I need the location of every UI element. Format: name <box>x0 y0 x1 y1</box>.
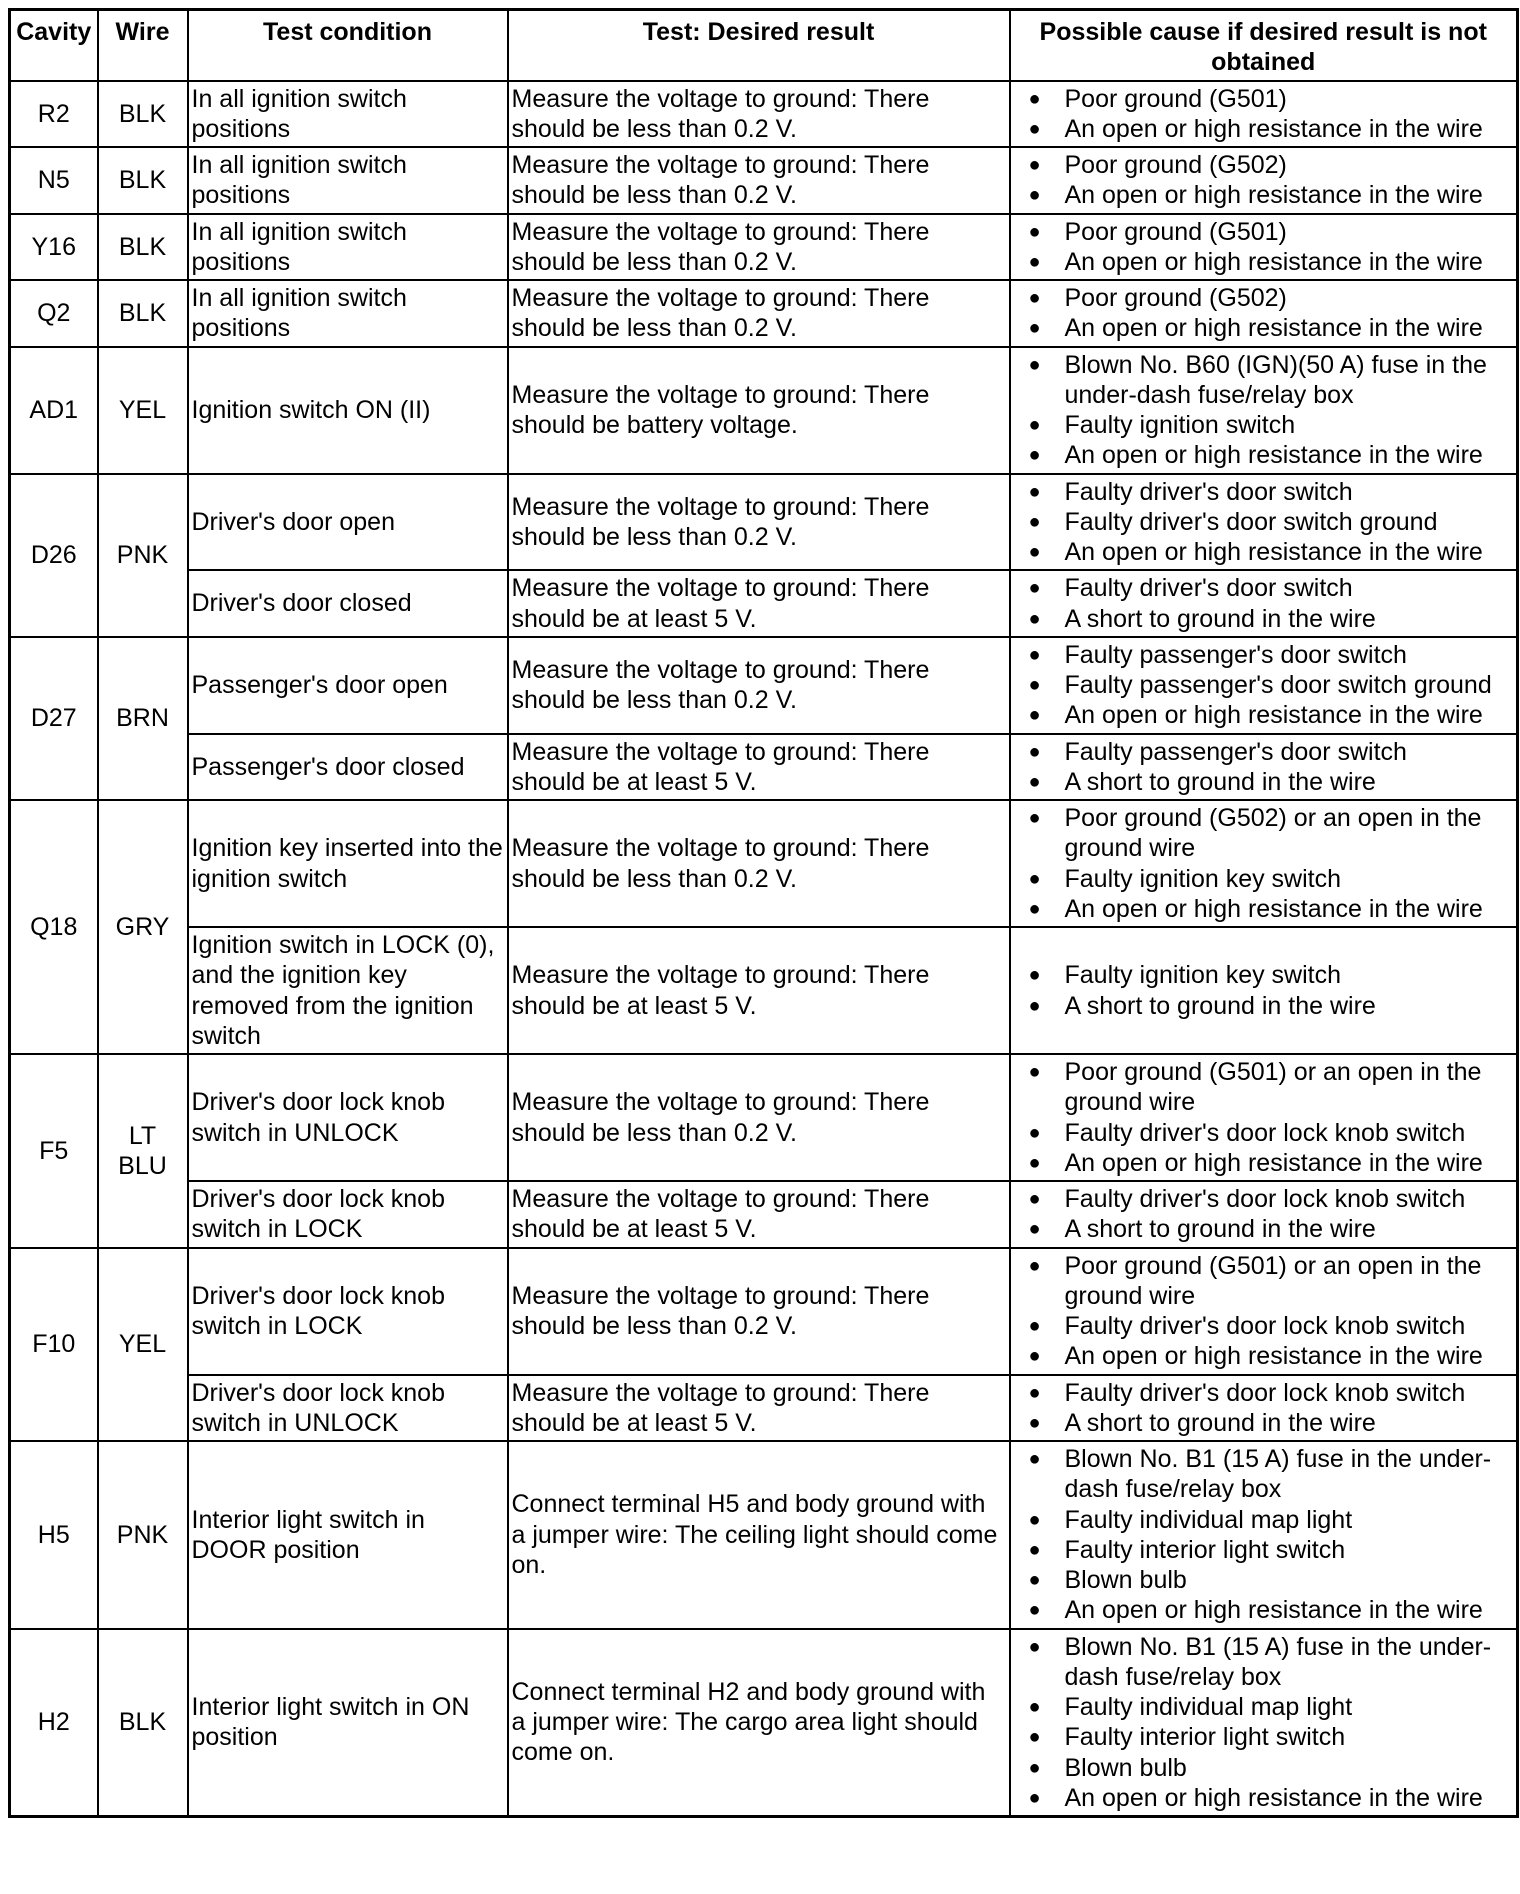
cause-list-item: ● An open or high resistance in the wire <box>1029 1595 1513 1625</box>
cause-list-item: ● An open or high resistance in the wire <box>1029 1341 1513 1371</box>
cavity-cell: F10 <box>10 1248 98 1442</box>
cause-list <box>1029 573 1513 634</box>
terminal-test-table <box>8 8 1519 1818</box>
cause-list <box>1029 737 1513 798</box>
table-body <box>10 81 1518 1817</box>
cause-list-item: ● An open or high resistance in the wire <box>1029 1148 1513 1178</box>
desired-result-cell: Measure the voltage to ground: There should be less than 0.2 V. <box>508 1248 1010 1375</box>
cause-list <box>1029 477 1513 568</box>
cause-list <box>1029 1632 1513 1814</box>
table-row <box>10 81 1518 148</box>
possible-cause-cell <box>1010 734 1518 801</box>
cause-list <box>1029 217 1513 278</box>
cavity-cell: H2 <box>10 1629 98 1817</box>
test-condition-cell: Passenger's door closed <box>188 734 508 801</box>
table-row <box>10 637 1518 734</box>
desired-result-cell: Connect terminal H5 and body ground with a jumper wire: The ceiling light should come on. <box>508 1441 1010 1629</box>
desired-result-cell: Measure the voltage to ground: There should be at least 5 V. <box>508 1181 1010 1248</box>
test-condition-cell: Driver's door open <box>188 474 508 571</box>
cause-list-item: ● Faulty passenger's door switch ground <box>1029 670 1513 700</box>
cause-list-item: ● Faulty driver's door lock knob switch <box>1029 1378 1513 1408</box>
possible-cause-cell <box>1010 81 1518 148</box>
cause-list-item: ● Faulty driver's door switch <box>1029 573 1513 603</box>
cavity-cell: F5 <box>10 1054 98 1248</box>
cause-list-item: ● An open or high resistance in the wire <box>1029 180 1513 210</box>
header-possible-cause: Possible cause if desired result is not obtained <box>1010 10 1518 81</box>
possible-cause-cell <box>1010 147 1518 214</box>
cause-list-item: ● Poor ground (G502) <box>1029 283 1513 313</box>
cause-list-item: ● Faulty interior light switch <box>1029 1535 1513 1565</box>
cause-list <box>1029 84 1513 145</box>
wire-color-cell: LT BLU <box>98 1054 188 1248</box>
desired-result-cell: Measure the voltage to ground: There should be at least 5 V. <box>508 570 1010 637</box>
cause-list-item: ● Blown bulb <box>1029 1753 1513 1783</box>
cause-list-item: ● An open or high resistance in the wire <box>1029 700 1513 730</box>
possible-cause-cell <box>1010 927 1518 1054</box>
wire-color-cell: YEL <box>98 347 188 474</box>
cause-list-item: ● Faulty passenger's door switch <box>1029 737 1513 767</box>
cause-list-item: ● Faulty ignition key switch <box>1029 960 1513 990</box>
cavity-cell: N5 <box>10 147 98 214</box>
possible-cause-cell <box>1010 474 1518 571</box>
cause-list-item: ● Faulty interior light switch <box>1029 1722 1513 1752</box>
cause-list-item: ● Faulty ignition switch <box>1029 410 1513 440</box>
table-row <box>10 570 1518 637</box>
possible-cause-cell <box>1010 800 1518 927</box>
desired-result-cell: Measure the voltage to ground: There should be less than 0.2 V. <box>508 147 1010 214</box>
test-condition-cell: In all ignition switch positions <box>188 147 508 214</box>
cause-list <box>1029 350 1513 471</box>
header-cavity: Cavity <box>10 10 98 81</box>
table-row <box>10 1054 1518 1181</box>
desired-result-cell: Measure the voltage to ground: There should be less than 0.2 V. <box>508 280 1010 347</box>
cause-list-item: ● Faulty passenger's door switch <box>1029 640 1513 670</box>
possible-cause-cell <box>1010 1441 1518 1629</box>
possible-cause-cell <box>1010 1181 1518 1248</box>
cavity-cell: Y16 <box>10 214 98 281</box>
test-condition-cell: Passenger's door open <box>188 637 508 734</box>
possible-cause-cell <box>1010 637 1518 734</box>
table-row <box>10 1629 1518 1817</box>
cause-list-item: ● Blown No. B1 (15 A) fuse in the under-dash fuse/relay box <box>1029 1632 1513 1693</box>
cause-list-item: ● A short to ground in the wire <box>1029 604 1513 634</box>
cavity-cell: Q18 <box>10 800 98 1054</box>
table-row <box>10 1181 1518 1248</box>
cause-list-item: ● An open or high resistance in the wire <box>1029 894 1513 924</box>
desired-result-cell: Measure the voltage to ground: There should be less than 0.2 V. <box>508 81 1010 148</box>
test-condition-cell: Ignition key inserted into the ignition switch <box>188 800 508 927</box>
wire-color-cell: BRN <box>98 637 188 800</box>
desired-result-cell: Measure the voltage to ground: There should be less than 0.2 V. <box>508 637 1010 734</box>
cavity-cell: Q2 <box>10 280 98 347</box>
cause-list-item: ● Blown No. B60 (IGN)(50 A) fuse in the under-dash fuse/relay box <box>1029 350 1513 411</box>
cause-list <box>1029 150 1513 211</box>
cause-list-item: ● Faulty driver's door switch <box>1029 477 1513 507</box>
cause-list-item: ● An open or high resistance in the wire <box>1029 440 1513 470</box>
cause-list-item: ● A short to ground in the wire <box>1029 1408 1513 1438</box>
possible-cause-cell <box>1010 1629 1518 1817</box>
cause-list <box>1029 1251 1513 1372</box>
wire-color-cell: BLK <box>98 214 188 281</box>
cause-list-item: ● Poor ground (G502) or an open in the ground wire <box>1029 803 1513 864</box>
test-condition-cell: Interior light switch in DOOR position <box>188 1441 508 1629</box>
desired-result-cell: Measure the voltage to ground: There should be less than 0.2 V. <box>508 800 1010 927</box>
cause-list-item: ● A short to ground in the wire <box>1029 767 1513 797</box>
desired-result-cell: Measure the voltage to ground: There should be at least 5 V. <box>508 734 1010 801</box>
test-condition-cell: Interior light switch in ON position <box>188 1629 508 1817</box>
table-row <box>10 214 1518 281</box>
desired-result-cell: Measure the voltage to ground: There should be battery voltage. <box>508 347 1010 474</box>
test-condition-cell: In all ignition switch positions <box>188 81 508 148</box>
desired-result-cell: Measure the voltage to ground: There should be less than 0.2 V. <box>508 214 1010 281</box>
possible-cause-cell <box>1010 570 1518 637</box>
table-row <box>10 474 1518 571</box>
diagnostic-test-sheet <box>8 8 1519 1818</box>
test-condition-cell: Driver's door closed <box>188 570 508 637</box>
desired-result-cell: Measure the voltage to ground: There should be at least 5 V. <box>508 1375 1010 1442</box>
test-condition-cell: Ignition switch ON (II) <box>188 347 508 474</box>
table-row <box>10 280 1518 347</box>
table-row <box>10 1441 1518 1629</box>
cavity-cell: AD1 <box>10 347 98 474</box>
cause-list-item: ● Poor ground (G501) <box>1029 217 1513 247</box>
desired-result-cell: Measure the voltage to ground: There should be less than 0.2 V. <box>508 474 1010 571</box>
cause-list-item: ● Faulty driver's door lock knob switch <box>1029 1311 1513 1341</box>
cause-list <box>1029 1184 1513 1245</box>
cause-list <box>1029 1444 1513 1626</box>
cause-list <box>1029 640 1513 731</box>
test-condition-cell: Driver's door lock knob switch in UNLOCK <box>188 1054 508 1181</box>
desired-result-cell: Measure the voltage to ground: There should be at least 5 V. <box>508 927 1010 1054</box>
cause-list-item: ● An open or high resistance in the wire <box>1029 114 1513 144</box>
possible-cause-cell <box>1010 347 1518 474</box>
cause-list-item: ● An open or high resistance in the wire <box>1029 247 1513 277</box>
table-header-row <box>10 10 1518 81</box>
wire-color-cell: BLK <box>98 280 188 347</box>
test-condition-cell: Ignition switch in LOCK (0), and the ignition key removed from the ignition switch <box>188 927 508 1054</box>
wire-color-cell: BLK <box>98 147 188 214</box>
cause-list-item: ● A short to ground in the wire <box>1029 1214 1513 1244</box>
cause-list-item: ● Poor ground (G501) or an open in the ground wire <box>1029 1057 1513 1118</box>
desired-result-cell: Connect terminal H2 and body ground with a jumper wire: The cargo area light should come on. <box>508 1629 1010 1817</box>
cause-list-item: ● Faulty individual map light <box>1029 1505 1513 1535</box>
cavity-cell: R2 <box>10 81 98 148</box>
wire-color-cell: GRY <box>98 800 188 1054</box>
cause-list-item: ● Poor ground (G502) <box>1029 150 1513 180</box>
test-condition-cell: In all ignition switch positions <box>188 280 508 347</box>
cause-list <box>1029 960 1513 1021</box>
possible-cause-cell <box>1010 1375 1518 1442</box>
cause-list <box>1029 1378 1513 1439</box>
table-row <box>10 1248 1518 1375</box>
cavity-cell: D26 <box>10 474 98 637</box>
table-row <box>10 734 1518 801</box>
wire-color-cell: PNK <box>98 1441 188 1629</box>
cavity-cell: D27 <box>10 637 98 800</box>
possible-cause-cell <box>1010 1248 1518 1375</box>
header-test-condition: Test condition <box>188 10 508 81</box>
cause-list-item: ● Faulty individual map light <box>1029 1692 1513 1722</box>
cause-list-item: ● Faulty driver's door lock knob switch <box>1029 1118 1513 1148</box>
test-condition-cell: Driver's door lock knob switch in LOCK <box>188 1248 508 1375</box>
wire-color-cell: BLK <box>98 81 188 148</box>
cause-list-item: ● Blown bulb <box>1029 1565 1513 1595</box>
header-desired-result: Test: Desired result <box>508 10 1010 81</box>
cavity-cell: H5 <box>10 1441 98 1629</box>
test-condition-cell: Driver's door lock knob switch in LOCK <box>188 1181 508 1248</box>
table-row <box>10 800 1518 927</box>
cause-list-item: ● An open or high resistance in the wire <box>1029 1783 1513 1813</box>
wire-color-cell: PNK <box>98 474 188 637</box>
header-wire: Wire <box>98 10 188 81</box>
table-row <box>10 1375 1518 1442</box>
test-condition-cell: Driver's door lock knob switch in UNLOCK <box>188 1375 508 1442</box>
table-row <box>10 347 1518 474</box>
cause-list <box>1029 1057 1513 1178</box>
cause-list-item: ● An open or high resistance in the wire <box>1029 537 1513 567</box>
cause-list-item: ● An open or high resistance in the wire <box>1029 313 1513 343</box>
possible-cause-cell <box>1010 280 1518 347</box>
wire-color-cell: BLK <box>98 1629 188 1817</box>
desired-result-cell: Measure the voltage to ground: There should be less than 0.2 V. <box>508 1054 1010 1181</box>
possible-cause-cell <box>1010 1054 1518 1181</box>
cause-list <box>1029 283 1513 344</box>
cause-list-item: ● Poor ground (G501) or an open in the ground wire <box>1029 1251 1513 1312</box>
possible-cause-cell <box>1010 214 1518 281</box>
cause-list-item: ● Poor ground (G501) <box>1029 84 1513 114</box>
cause-list <box>1029 803 1513 924</box>
table-row <box>10 927 1518 1054</box>
cause-list-item: ● Faulty ignition key switch <box>1029 864 1513 894</box>
cause-list-item: ● A short to ground in the wire <box>1029 991 1513 1021</box>
test-condition-cell: In all ignition switch positions <box>188 214 508 281</box>
cause-list-item: ● Faulty driver's door lock knob switch <box>1029 1184 1513 1214</box>
wire-color-cell: YEL <box>98 1248 188 1442</box>
cause-list-item: ● Faulty driver's door switch ground <box>1029 507 1513 537</box>
table-row <box>10 147 1518 214</box>
cause-list-item: ● Blown No. B1 (15 A) fuse in the under-dash fuse/relay box <box>1029 1444 1513 1505</box>
